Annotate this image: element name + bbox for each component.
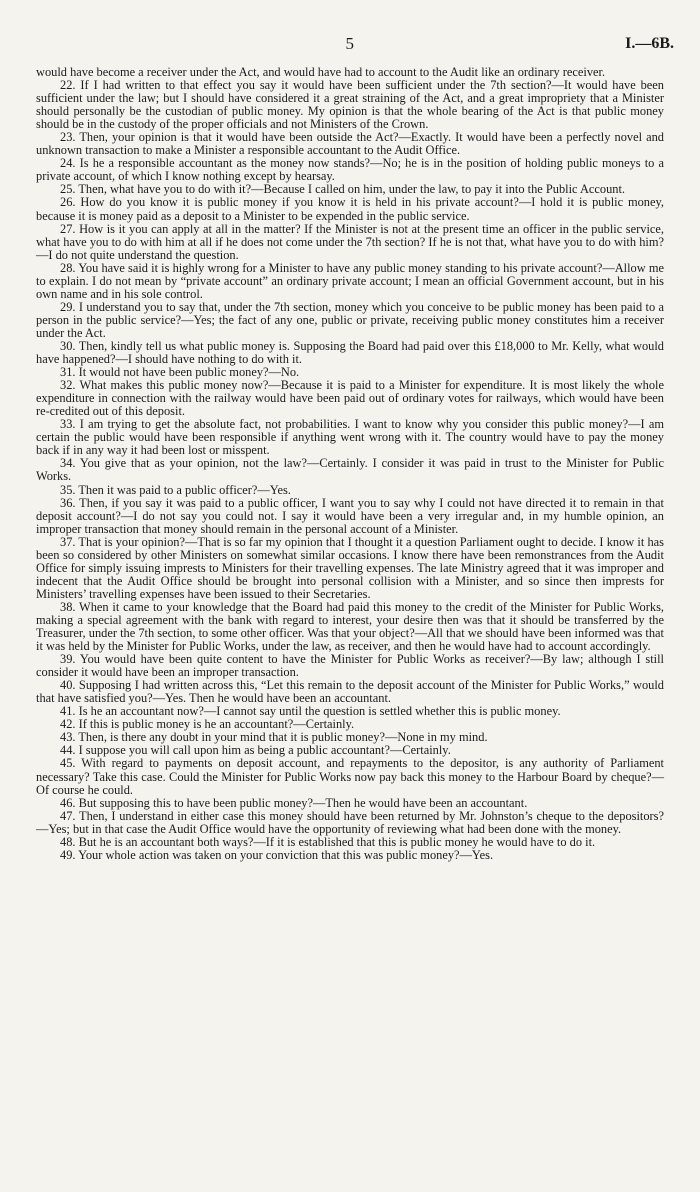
- paragraph: 43. Then, is there any doubt in your mind that it is public money?—None in my mind.: [60, 730, 488, 745]
- paragraph: 37. That is your opinion?—That is so far my opinion that I thought it a question Parliament ought to decide. I know it has been so considered by other Ministers on somewhat similar occasions. I know there have been remonstrances from the Audit Office for simply issuing imprests to Ministers for their travelling expenses. The late Ministry agreed that it was improper and indecent that the Audit Office should be brought into personal collision with a Minister, and so since then imprests for Ministers’ travelling expenses have been issued to their Secretaries.: [36, 534, 664, 601]
- paragraph: 27. How is it you can apply at all in the matter? If the Minister is not at the present time an officer in the public service, what have you to do with him at all if he does not come under the 7th section? If he is not that, what have you to do with him?—I do not quite understand the question.: [36, 221, 664, 262]
- paragraph: 24. Is he a responsible accountant as the money now stands?—No; he is in the position of holding public moneys to a private account, of which I know nothing except by hearsay.: [36, 156, 664, 184]
- paragraph: 32. What makes this public money now?—Because it is paid to a Minister for expenditure. It is most likely the whole expenditure in connection with the railway would have been paid out of ordinary votes for railways, which would have been re-credited out of this deposit.: [36, 378, 664, 419]
- paragraph: 28. You have said it is highly wrong for a Minister to have any public money standing to his private account?—Allow me to explain. I do not mean by “private account” an ordinary private account; I mean an official Government account, but in his own name and in his sole control.: [36, 260, 664, 301]
- paragraph: 29. I understand you to say that, under the 7th section, money which you conceive to be public money has been paid to a person in the public service?—Yes; the fact of any one, public or private, receiving public money constitutes him a receiver under the Act.: [36, 299, 664, 340]
- paragraph: 26. How do you know it is public money if you know it is held in his private account?—I hold it is public money, because it is money paid as a deposit to a Minister to be expended in the public service.: [36, 195, 664, 223]
- paragraph: 48. But he is an accountant both ways?—If it is established that this is public money he would have to do it.: [60, 834, 596, 849]
- paragraph: 46. But supposing this to have been public money?—Then he would have been an accountant.: [60, 795, 528, 810]
- paragraph: 39. You would have been quite content to have the Minister for Public Works as receiver?—By law; although I still consider it would have been an improper transaction.: [36, 652, 664, 680]
- paragraph: 25. Then, what have you to do with it?—Because I called on him, under the law, to pay it into the Public Account.: [60, 182, 626, 197]
- paragraph: 36. Then, if you say it was paid to a public officer, I want you to say why I could not have directed it to remain in that deposit account?—I do not say you could not. I say it would have been a very irregular and, in my humble opinion, an improper transaction that money should remain in the personal account of a Minister.: [36, 495, 664, 536]
- paragraph: 31. It would not have been public money?—No.: [60, 365, 300, 380]
- page-number: 5: [345, 34, 355, 53]
- paragraph: 38. When it came to your knowledge that the Board had paid this money to the credit of the Minister for Public Works, making a special agreement with the bank with regard to interest, your desire then was that it should be transferred by the Treasurer, under the 7th section, to some other officer. Was that your object?—All that we should have been informed was that it was held by the Minister for Public Works, under the law, as receiver, and then he would have had to account accordingly.: [36, 599, 664, 654]
- paragraph: 34. You give that as your opinion, not the law?—Certainly. I consider it was paid in trust to the Minister for Public Works.: [36, 456, 664, 484]
- paragraph: would have become a receiver under the Act, and would have had to account to the Audit like an ordinary receiver.: [36, 65, 606, 79]
- paragraph: 44. I suppose you will call upon him as being a public accountant?—Certainly.: [60, 743, 451, 758]
- paragraph: 22. If I had written to that effect you say it would have been sufficient under the 7th section?—It would have been sufficient under the law; but I should have considered it a great straining of the Act, and a great impropriety that a Minister should personally be the custodian of public money. My opinion is that the whole bearing of the Act is that public money should be in the custody of the proper officials and not Ministers of the Crown.: [36, 78, 664, 132]
- paragraph: 33. I am trying to get the absolute fact, not probabilities. I want to know why you consider this public money?—I am certain the public would have been responsible if anything went wrong with it. The country would have to pay the money back if in any way it had been lost or misspent.: [36, 417, 664, 458]
- document-reference: I.—6B.: [625, 35, 674, 52]
- paragraph: 35. Then it was paid to a public officer?—Yes.: [60, 482, 291, 497]
- paragraph: 45. With regard to payments on deposit account, and repayments to the depositor, is any authority of Parliament necessary? Take this case. Could the Minister for Public Works now pay back this money to the Harbour Board by cheque?—Of course he could.: [36, 756, 664, 797]
- paragraph: 42. If this is public money is he an accountant?—Certainly.: [60, 717, 355, 732]
- paragraph: 23. Then, your opinion is that it would have been outside the Act?—Exactly. It would have been a perfectly novel and unknown transaction to make a Minister a responsible accountant to the Audit Office.: [36, 130, 664, 158]
- paragraph: 47. Then, I understand in either case this money should have been returned by Mr. Johnston’s cheque to the depositors?—Yes; but in that case the Audit Office would have the opportunity of reviewing what had been done with the money.: [36, 808, 664, 836]
- paragraph: 41. Is he an accountant now?—I cannot say until the question is settled whether this is public money.: [60, 704, 561, 719]
- body-text: [36, 66, 664, 862]
- paragraph: 49. Your whole action was taken on your conviction that this was public money?—Yes.: [60, 847, 494, 862]
- paragraph: 40. Supposing I had written across this, “Let this remain to the deposit account of the Minister for Public Works,” would that have satisfied you?—Yes. Then he would have been an accountant.: [36, 678, 664, 706]
- paragraph: 30. Then, kindly tell us what public money is. Supposing the Board had paid over this £18,000 to Mr. Kelly, what would have happened?—I should have nothing to do with it.: [36, 338, 664, 367]
